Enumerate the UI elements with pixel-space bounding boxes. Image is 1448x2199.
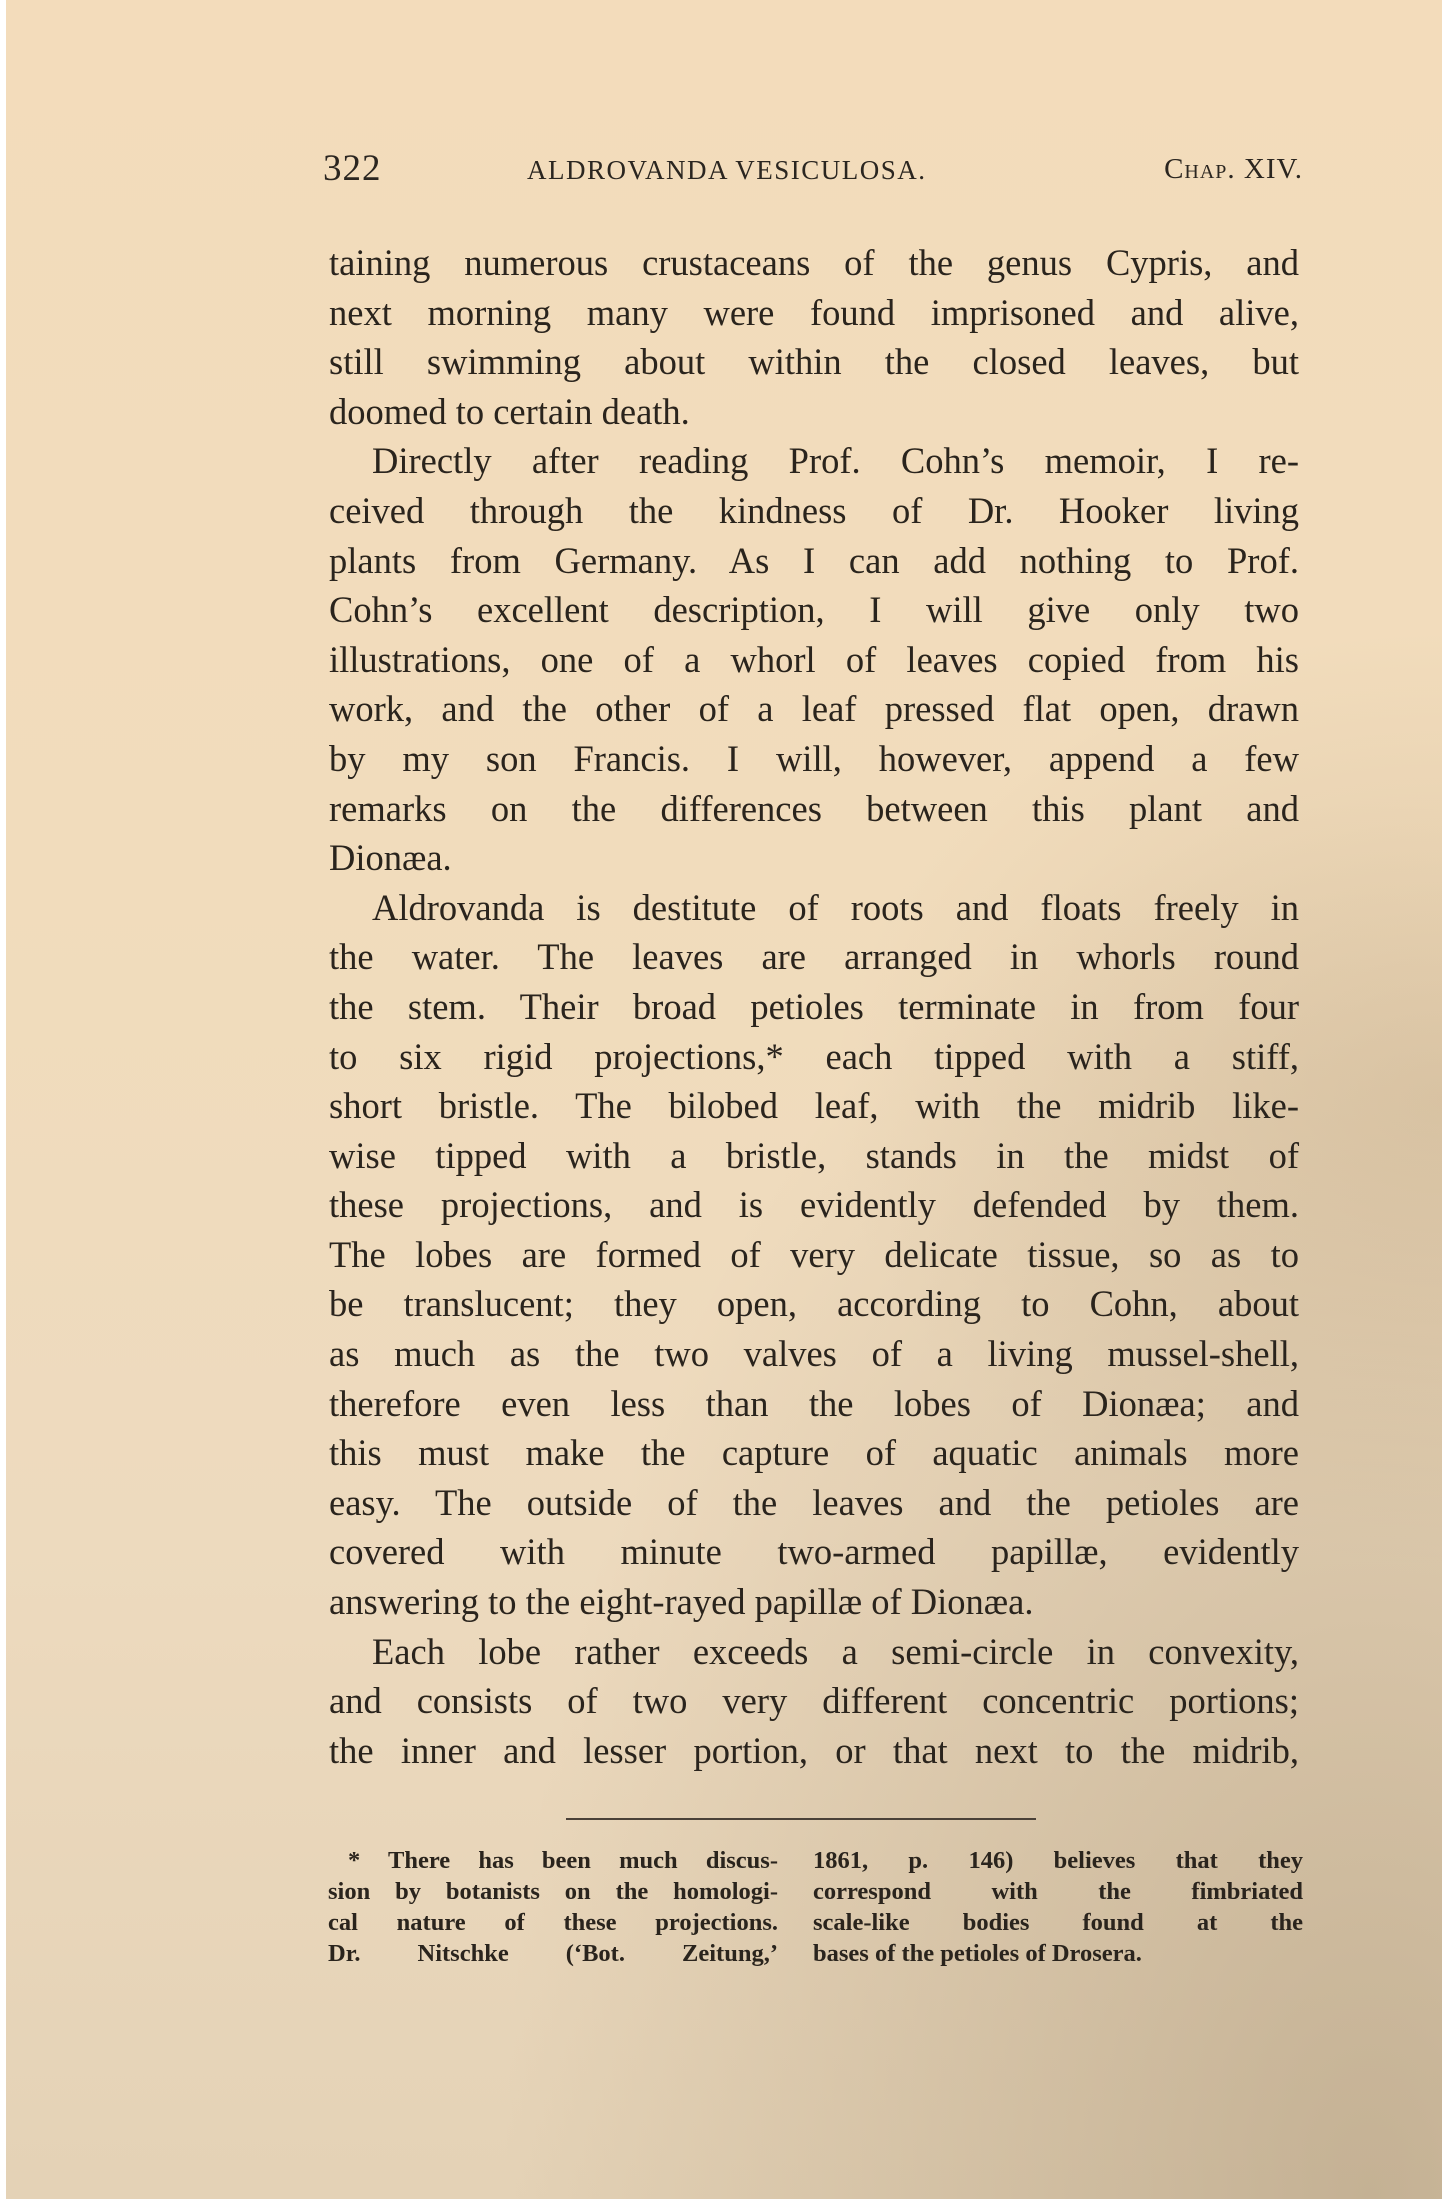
text-line: wise tipped with a bristle, stands in the midst of — [329, 1134, 1299, 1176]
text-line: the inner and lesser portion, or that next to the midrib, — [329, 1729, 1299, 1771]
text-line: by my son Francis. I will, however, append a few — [329, 737, 1299, 779]
running-title: ALDROVANDA VESICULOSA. — [527, 155, 927, 185]
footnote-line: Dr. Nitschke (‘Bot. Zeitung,’ — [328, 1940, 778, 1967]
text-line: Each lobe rather exceeds a semi-circle in convexity, — [372, 1630, 1299, 1672]
footnote-line: scale-like bodies found at the — [813, 1909, 1303, 1936]
body-text — [329, 238, 1299, 1775]
text-line: be translucent; they open, according to Cohn, about — [329, 1283, 1299, 1325]
footnote-line: bases of the petioles of Drosera. — [813, 1940, 1142, 1967]
page-number: 322 — [323, 148, 382, 189]
text-line: taining numerous crustaceans of the genus Cypris, and — [329, 242, 1299, 283]
text-line: covered with minute two-armed papillæ, evidently — [329, 1531, 1299, 1573]
text-line: the stem. Their broad petioles terminate in from four — [329, 985, 1299, 1027]
footnote-column-left — [328, 1845, 778, 1969]
text-line: remarks on the differences between this plant and — [329, 787, 1299, 829]
text-line: still swimming about within the closed leaves, but — [329, 341, 1299, 383]
chapter-label: Chap. XIV. — [1164, 153, 1303, 185]
text-line: ceived through the kindness of Dr. Hooker living — [329, 489, 1299, 531]
footnote-line: sion by botanists on the homologi- — [328, 1878, 778, 1905]
footnote-column-right — [813, 1845, 1303, 1969]
text-line: easy. The outside of the leaves and the petioles are — [329, 1481, 1299, 1523]
text-line: therefore even less than the lobes of Dionæa; and — [329, 1382, 1299, 1424]
text-line: Dionæa. — [329, 837, 452, 879]
footnote-line: * There has been much discus- — [348, 1847, 778, 1874]
text-line: Directly after reading Prof. Cohn’s memoir, I re- — [372, 440, 1299, 482]
text-line: work, and the other of a leaf pressed flat open, drawn — [329, 688, 1299, 730]
text-line: short bristle. The bilobed leaf, with the midrib like- — [329, 1085, 1299, 1127]
footnote-line: 1861, p. 146) believes that they — [813, 1847, 1303, 1874]
text-line: Cohn’s excellent description, I will give only two — [329, 589, 1299, 631]
footnote-divider — [566, 1818, 1036, 1820]
text-line: to six rigid projections,* each tipped with a stiff, — [329, 1035, 1299, 1077]
text-line: these projections, and is evidently defended by them. — [329, 1184, 1299, 1226]
text-line: and consists of two very different concentric portions; — [329, 1680, 1299, 1722]
text-line: plants from Germany. As I can add nothing to Prof. — [329, 539, 1299, 581]
footnote-line: cal nature of these projections. — [328, 1909, 778, 1936]
text-line: doomed to certain death. — [329, 390, 690, 432]
text-line: next morning many were found imprisoned and alive, — [329, 291, 1299, 333]
text-line: the water. The leaves are arranged in whorls round — [329, 936, 1299, 978]
footnote-line: correspond with the fimbriated — [813, 1878, 1303, 1905]
text-line: The lobes are formed of very delicate tissue, so as to — [329, 1233, 1299, 1275]
page-header — [323, 147, 1303, 197]
text-line: Aldrovanda is destitute of roots and floats freely in — [372, 886, 1299, 928]
book-page — [6, 0, 1442, 2199]
text-line: this must make the capture of aquatic animals more — [329, 1432, 1299, 1474]
text-line: answering to the eight-rayed papillæ of Dionæa. — [329, 1581, 1034, 1623]
text-line: as much as the two valves of a living mussel-shell, — [329, 1333, 1299, 1375]
text-line: illustrations, one of a whorl of leaves copied from his — [329, 638, 1299, 680]
